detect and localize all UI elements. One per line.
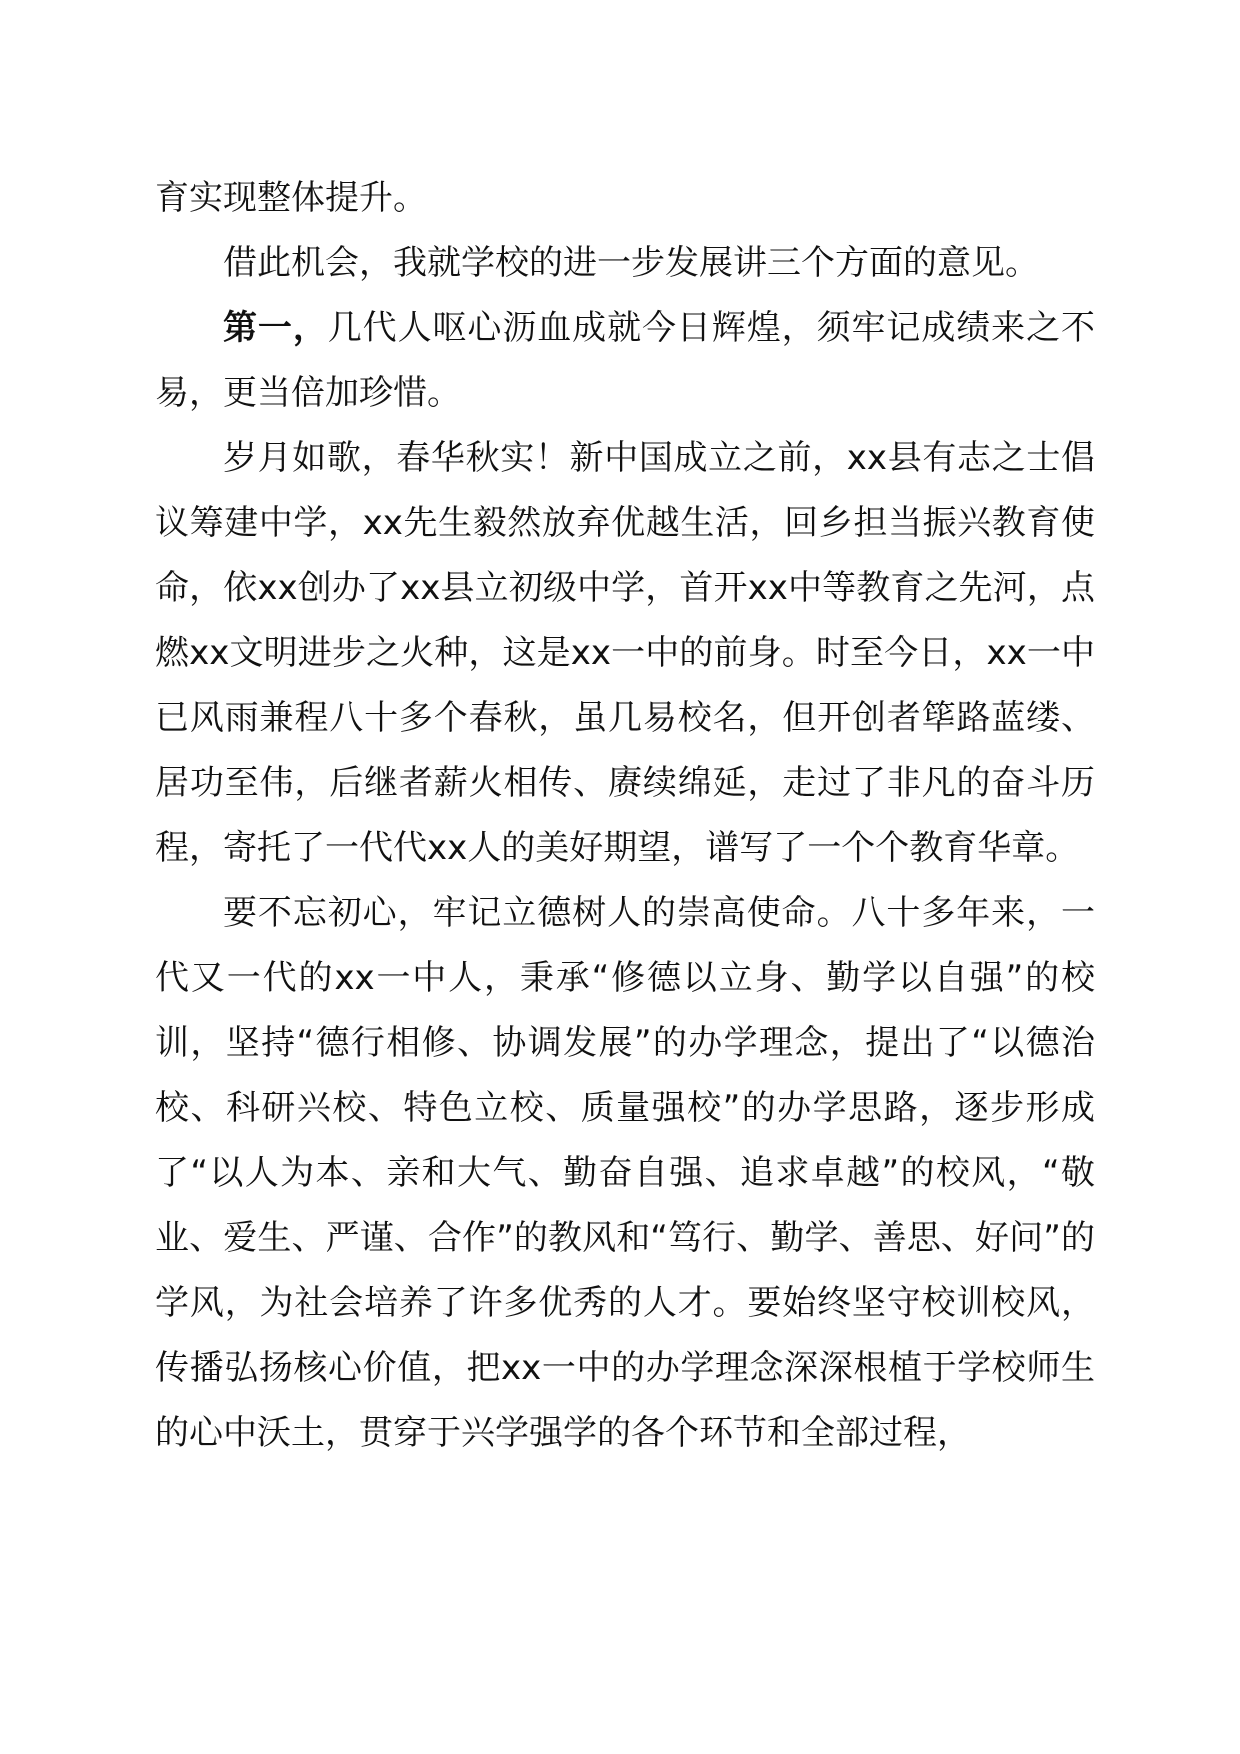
- document-body: [155, 166, 1095, 1466]
- paragraph-3-text: 几代人呕心沥血成就今日辉煌，须牢记成绩来之不易，更当倍加珍惜。: [155, 308, 1095, 413]
- paragraph-3: [155, 296, 1095, 426]
- paragraph-2: [155, 231, 1095, 296]
- paragraph-3-lead: 第一，: [223, 308, 328, 348]
- paragraph-2-text: 借此机会，我就学校的进一步发展讲三个方面的意见。: [223, 243, 1039, 283]
- paragraph-4: [155, 426, 1095, 881]
- paragraph-1: [155, 166, 1095, 231]
- paragraph-4-text: 岁月如歌，春华秋实！新中国成立之前，xx县有志之士倡议筹建中学，xx先生毅然放弃优越生活，回乡担当振兴教育使命，依xx创办了xx县立初级中学，首开xx中等教育之先河，点燃xx文明进步之火种，这是xx一中的前身。时至今日，xx一中已风雨兼程八十多个春秋，虽几易校名，但开创者筚路蓝缕、居功至伟，后继者薪火相传、赓续绵延，走过了非凡的奋斗历程，寄托了一代代xx人的美好期望，谱写了一个个教育华章。: [155, 438, 1095, 868]
- paragraph-1-text: 育实现整体提升。: [155, 178, 427, 218]
- paragraph-5: [155, 881, 1095, 1466]
- paragraph-5-text: 要不忘初心，牢记立德树人的崇高使命。八十多年来，一代又一代的xx一中人，秉承“修德以立身、勤学以自强”的校训，坚持“德行相修、协调发展”的办学理念，提出了“以德治校、科研兴校、特色立校、质量强校”的办学思路，逐步形成了“以人为本、亲和大气、勤奋自强、追求卓越”的校风，“敬业、爱生、严谨、合作”的教风和“笃行、勤学、善思、好问”的学风，为社会培养了许多优秀的人才。要始终坚守校训校风，传播弘扬核心价值，把xx一中的办学理念深深根植于学校师生的心中沃土，贯穿于兴学强学的各个环节和全部过程，: [155, 893, 1095, 1453]
